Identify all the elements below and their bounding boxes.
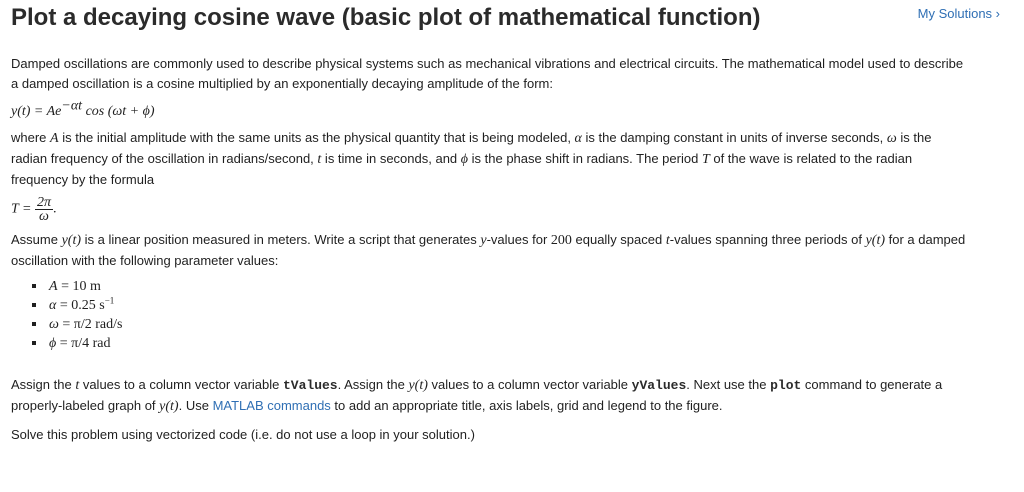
math-symbol: α [574, 131, 582, 146]
list-item [49, 277, 971, 296]
solve-paragraph: Solve this problem using vectorized code (i.e. do not use a loop in your solution.) [11, 427, 475, 442]
param-exponent: −1 [104, 295, 115, 306]
assume-paragraph [11, 230, 971, 271]
text-fragment: command to generate a properly-labeled graph of [11, 377, 943, 413]
matlab-commands-link[interactable]: MATLAB commands [212, 398, 331, 413]
parameter-list [11, 277, 971, 353]
math-symbol: y(t) [159, 399, 179, 414]
math-symbol: t [665, 233, 670, 248]
intro-paragraph: Damped oscillations are commonly used to describe physical systems such as mechanical vibrations and electrical circuits. The mathematical model used to describe a damped oscillation is a cosine multiplied by an exponentially decaying amplitude of the form: [11, 56, 964, 91]
code-variable: yValues [631, 378, 687, 393]
math-symbol: t [75, 378, 80, 393]
text-fragment: values to a column vector variable [427, 377, 632, 392]
fraction-numerator: 2π [36, 195, 51, 210]
problem-description [11, 54, 971, 445]
fraction-denominator: ω [39, 209, 49, 224]
list-item [49, 315, 971, 334]
param-value: = 10 m [57, 279, 101, 294]
text-fragment: . Next use the [686, 377, 771, 392]
text-fragment: equally spaced [571, 232, 666, 247]
math-symbol: ϕ [460, 152, 469, 167]
bullet-icon [32, 284, 36, 288]
period-equation [11, 196, 971, 224]
math-symbol: y [480, 233, 487, 248]
equation-lhs: T = [11, 201, 32, 217]
param-value: = π/4 rad [56, 336, 111, 351]
text-fragment: -values spanning three periods of [669, 232, 866, 247]
text-fragment: for a damped oscillation with the following parameter values: [11, 232, 966, 268]
code-variable: tValues [283, 378, 338, 393]
math-number: 200 [550, 233, 572, 248]
math-symbol: y(t) [61, 233, 82, 248]
bullet-icon [32, 341, 36, 345]
equation-exponent: −αt [61, 98, 83, 114]
math-symbol: t [317, 152, 322, 167]
assign-paragraph [11, 375, 971, 417]
text-fragment: is time in seconds, and [321, 151, 461, 166]
list-item [49, 334, 971, 353]
param-value: = 0.25 s [56, 298, 105, 313]
text-fragment: is the radian frequency of the oscillation in radians/second, [11, 130, 932, 166]
text-fragment: is the phase shift in radians. The period [468, 151, 702, 166]
text-fragment: Assume [11, 232, 62, 247]
page-title: Plot a decaying cosine wave (basic plot of mathematical function) [11, 4, 761, 31]
math-symbol: A [50, 131, 59, 146]
math-symbol: T [701, 152, 710, 167]
code-command: plot [770, 378, 802, 393]
text-fragment: -values for [486, 232, 551, 247]
text-fragment: values to a column vector variable [79, 377, 283, 392]
text-fragment: . Use [178, 398, 213, 413]
math-symbol: y(t) [865, 233, 886, 248]
text-fragment: where [11, 130, 51, 145]
list-item [49, 296, 971, 315]
param-value: = π/2 rad/s [58, 317, 123, 332]
text-fragment: Assign the [11, 377, 76, 392]
damped-cosine-equation [11, 98, 971, 122]
my-solutions-link[interactable]: My Solutions › [917, 6, 1000, 21]
where-paragraph [11, 128, 971, 190]
fraction [35, 196, 53, 223]
math-symbol: ϕ [49, 336, 57, 351]
math-symbol: A [49, 279, 58, 294]
text-fragment: . Assign the [337, 377, 409, 392]
text-fragment: to add an appropriate title, axis labels, grid and legend to the figure. [330, 398, 723, 413]
text-fragment: is the damping constant in units of inverse seconds, [581, 130, 887, 145]
text-fragment: . [53, 201, 57, 217]
math-symbol: y(t) [408, 378, 428, 393]
math-symbol: ω [886, 131, 897, 146]
math-symbol: α [49, 298, 57, 313]
math-symbol: ω [49, 317, 59, 332]
text-fragment: is the initial amplitude with the same units as the physical quantity that is being modeled, [58, 130, 575, 145]
text-fragment: of the wave is related to the radian frequency by the formula [11, 151, 913, 187]
text-fragment: is a linear position measured in meters. Write a script that generates [81, 232, 481, 247]
equation-lhs: y(t) = Ae [11, 104, 62, 119]
bullet-icon [32, 303, 36, 307]
bullet-icon [32, 322, 36, 326]
equation-rhs: cos (ωt + ϕ) [82, 104, 155, 119]
